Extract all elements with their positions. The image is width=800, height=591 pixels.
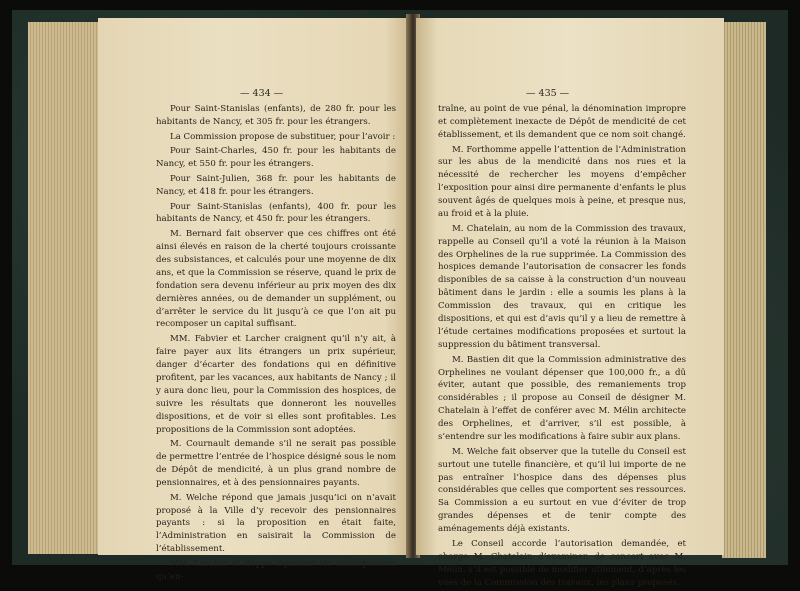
paragraph: M. Forthomme appelle l’attention de l’Administration sur les abus de la mendicité dans nos rues et la nécessité de rechercher les moyens d’empêcher l’exposition pour ainsi dire permanente d’enfants le plus souvent âgés de quelques mois à peine, et presque nus, au froid et à la pluie. xyxy=(438,144,686,220)
paragraph: Pour Saint-Charles, 450 fr. pour les habitants de Nancy, et 550 fr. pour les étrangers. xyxy=(156,146,396,170)
paragraph: M. Welche fait observer que la tutelle du Conseil est surtout une tutelle financière, et qu’il lui importe de ne pas entraîner l’hospice dans des dépenses plus considérables que celles que comportent ses ressources. Sa Commission a eu surtout en vue d’éviter de trop grandes dépenses et de tenir compte des aménagements déjà existants. xyxy=(438,446,686,535)
paragraph: MM. Larcher et Boppe signalent les conséquences qu’en- xyxy=(156,558,396,582)
left-page-edges xyxy=(28,22,104,554)
paragraph: MM. Fabvier et Larcher craignent qu’il n’y ait, à faire payer aux lits étrangers un prix supérieur, danger d’écarter des fondations qui en définitive profitent, par les vacances, aux habitants de Nancy ; il y aura donc lieu, pour la Commission des hospices, de suivre les résultats que donneront les nouvelles dispositions, et de voir si elles sont profitables. Les propositions de la Commission sont adoptées. xyxy=(156,334,396,435)
paragraph: M. Bernard fait observer que ces chiffres ont été ainsi élevés en raison de la cherté toujours croissante des subsistances, et calculés pour une moyenne de dix ans, et que la Commission se réserve, quand le prix de fondation sera devenu inférieur au prix moyen des dix dernières années, ou de demander un supplément, ou d’arrêter le service du lit jusqu’à ce que l’on ait pu recomposer un capital suffisant. xyxy=(156,229,396,330)
paragraph: Pour Saint-Stanislas (enfants), de 280 fr. pour les habitants de Nancy, et 305 fr. pour les étrangers. xyxy=(156,104,396,127)
paragraph: Pour Saint-Stanislas (enfants), 400 fr. pour les habitants de Nancy, et 450 fr. pour les étrangers. xyxy=(156,201,396,225)
right-page xyxy=(416,18,724,588)
right-page-number: — 435 — xyxy=(526,88,570,99)
left-page xyxy=(98,18,410,582)
paragraph: La Commission propose de substituer, pour l’avoir : xyxy=(170,131,396,142)
right-page-edges xyxy=(722,22,766,558)
left-page-body xyxy=(156,103,396,586)
paragraph: M. Cournault demande s’il ne serait pas possible de permettre l’entrée de l’hospice désigné sous le nom de Dépôt de mendicité, à un plus grand nombre de pensionnaires, et à des pensionnaires payants. xyxy=(156,439,396,488)
paragraph: M. Welche répond que jamais jusqu’ici on n’avait proposé à la Ville d’y recevoir des pensionnaires payants : si la proposition en était faite, l’Administration en saisirait la Commission de l’établissement. xyxy=(156,492,396,555)
paragraph: Pour Saint-Julien, 368 fr. pour les habitants de Nancy, et 418 fr. pour les étrangers. xyxy=(156,173,396,197)
paragraph: M. Bastien dit que la Commission administrative des Orphelines ne voulant dépenser que 100,000 fr., a dû éviter, autant que possible, des remaniements trop considérables ; il propose au Conseil de désigner M. Chatelain à l’effet de conférer avec M. Mélin architecte des Orphelines, et d’arriver, s’il est possible, à s’entendre sur les modifications à faire subir aux plans. xyxy=(438,354,686,443)
paragraph-continued: traîne, au point de vue pénal, la dénomination impropre et complètement inexacte de Dépôt de mendicité de cet établissement, et ils demandent que ce nom soit changé. xyxy=(438,104,686,140)
paragraph: Le Conseil accorde l’autorisation demandée, et charge M. Chatelain d’examiner, de concert avec M. Mélin, s’il est possible de modifier utilement, d’après les vues de la Commission des travaux, les plans proposés. xyxy=(438,538,686,588)
left-page-number: — 434 — xyxy=(240,88,284,99)
paragraph: M. Chatelain, au nom de la Commission des travaux, rappelle au Conseil qu’il a voté la réunion à la Maison des Orphelines de la rue supprimée. La Commission des hospices demande l’autorisation de consacrer les fonds disponibles de sa caisse à la construction d’un nouveau bâtiment dans le jardin : elle a soumis les plans à la Commission des travaux, qui en critique les dispositions, et qui est d’avis qu’il y a lieu de remettre à l’étude certaines modifications proposées et surtout la suppression du bâtiment transversal. xyxy=(438,223,686,350)
right-page-body xyxy=(438,103,686,591)
